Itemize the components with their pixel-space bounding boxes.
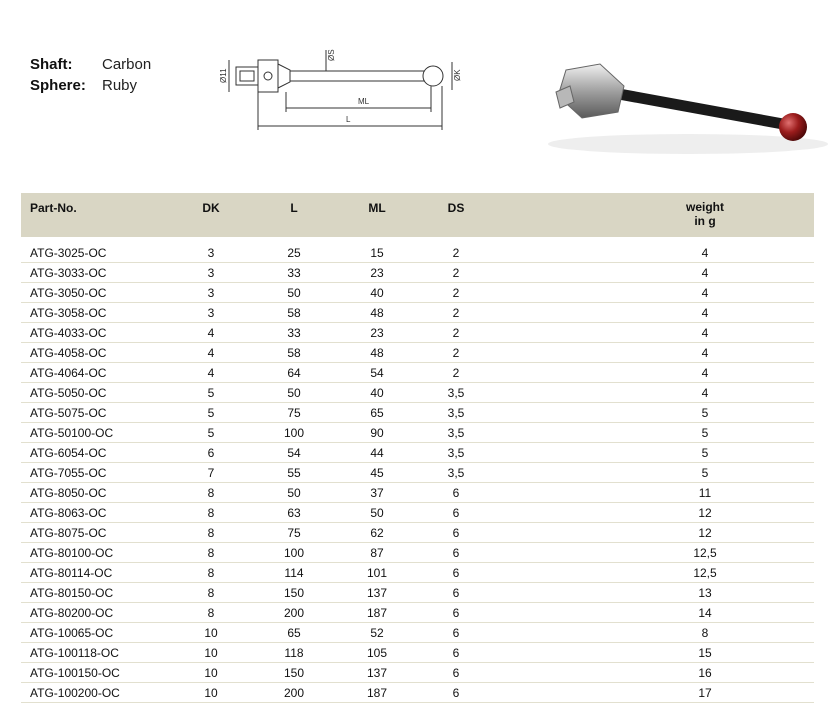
cell-l: 50 [287, 486, 301, 500]
table-row [21, 383, 814, 403]
table-row [21, 523, 814, 543]
cell-ds: 6 [452, 686, 460, 700]
cell-part-no: ATG-80200-OC [30, 606, 114, 620]
cell-ds: 6 [452, 506, 460, 520]
cell-l: 55 [287, 466, 301, 480]
cell-weight: 4 [701, 366, 709, 380]
table-body [21, 243, 814, 703]
spec-shaft [30, 54, 151, 75]
cell-l: 100 [283, 546, 305, 560]
cell-ds: 3,5 [447, 446, 465, 460]
cell-weight: 4 [701, 266, 709, 280]
technical-drawing [216, 40, 476, 135]
cell-ml: 187 [366, 606, 388, 620]
cell-l: 118 [284, 646, 304, 660]
cell-weight: 5 [701, 466, 709, 480]
header-part-no: Part-No. [30, 201, 77, 215]
cell-dk: 6 [207, 446, 215, 460]
stylus-photo [528, 52, 828, 162]
cell-l: 150 [283, 666, 305, 680]
cell-ml: 48 [370, 346, 384, 360]
cell-ml: 45 [370, 466, 384, 480]
cell-l: 64 [287, 366, 301, 380]
cell-weight: 4 [701, 306, 709, 320]
cell-ds: 2 [452, 266, 460, 280]
cell-l: 75 [287, 406, 301, 420]
cell-part-no: ATG-50100-OC [30, 426, 114, 440]
specs-block [30, 54, 151, 96]
cell-dk: 8 [207, 486, 215, 500]
cell-ds: 2 [452, 366, 460, 380]
cell-ml: 187 [366, 686, 388, 700]
parts-table [21, 193, 814, 703]
table-row [21, 683, 814, 703]
header-l: L [290, 201, 298, 215]
cell-ds: 6 [452, 646, 460, 660]
cell-l: 100 [283, 426, 305, 440]
table-row [21, 243, 814, 263]
cell-dk: 3 [207, 246, 215, 260]
cell-weight: 14 [698, 606, 712, 620]
cell-weight: 4 [701, 246, 709, 260]
table-row [21, 643, 814, 663]
cell-weight: 12 [698, 506, 712, 520]
cell-dk: 7 [207, 466, 215, 480]
cell-weight: 17 [698, 686, 712, 700]
cell-weight: 8 [701, 626, 709, 640]
cell-ds: 2 [452, 326, 460, 340]
cell-ml: 44 [370, 446, 384, 460]
table-row [21, 303, 814, 323]
cell-ml: 40 [370, 386, 384, 400]
spec-key: Sphere: [30, 77, 86, 94]
cell-ml: 37 [370, 486, 384, 500]
cell-ml: 40 [370, 286, 384, 300]
cell-l: 50 [287, 286, 301, 300]
cell-part-no: ATG-3058-OC [30, 306, 107, 320]
table-row [21, 543, 814, 563]
cell-ml: 54 [370, 366, 384, 380]
cell-ml: 15 [370, 246, 384, 260]
cell-ds: 6 [452, 486, 460, 500]
label-ml: ML [358, 97, 370, 106]
cell-ml: 48 [370, 306, 384, 320]
cell-weight: 16 [698, 666, 712, 680]
cell-ml: 137 [366, 666, 388, 680]
cell-dk: 10 [204, 646, 218, 660]
cell-part-no: ATG-10065-OC [30, 626, 114, 640]
cell-dk: 4 [207, 346, 215, 360]
cell-l: 114 [284, 566, 304, 580]
label-dia11: Ø11 [219, 68, 228, 83]
table-row [21, 663, 814, 683]
cell-weight: 13 [698, 586, 712, 600]
cell-ds: 3,5 [447, 426, 465, 440]
cell-l: 58 [287, 306, 301, 320]
cell-weight: 4 [701, 346, 709, 360]
cell-dk: 10 [204, 666, 218, 680]
cell-ds: 2 [452, 346, 460, 360]
cell-part-no: ATG-4064-OC [30, 366, 107, 380]
cell-ds: 2 [452, 306, 460, 320]
cell-ds: 6 [452, 626, 460, 640]
cell-ds: 6 [452, 566, 460, 580]
table-row [21, 483, 814, 503]
table-row [21, 463, 814, 483]
cell-dk: 8 [207, 526, 215, 540]
cell-dk: 8 [207, 566, 215, 580]
cell-part-no: ATG-100118-OC [30, 646, 119, 660]
cell-ml: 101 [366, 566, 388, 580]
cell-part-no: ATG-100150-OC [30, 666, 120, 680]
cell-dk: 4 [207, 366, 215, 380]
cell-part-no: ATG-6054-OC [30, 446, 107, 460]
cell-dk: 3 [207, 266, 215, 280]
cell-weight: 4 [701, 286, 709, 300]
header-ds: DS [447, 201, 465, 215]
cell-part-no: ATG-3033-OC [30, 266, 107, 280]
cell-l: 54 [287, 446, 301, 460]
header-weight-line2: in g [694, 214, 716, 228]
cell-dk: 8 [207, 546, 215, 560]
cell-weight: 15 [698, 646, 712, 660]
header-dk: DK [202, 201, 220, 215]
cell-ds: 6 [452, 526, 460, 540]
cell-part-no: ATG-8075-OC [30, 526, 107, 540]
cell-dk: 5 [207, 406, 215, 420]
cell-l: 75 [287, 526, 301, 540]
cell-l: 200 [283, 606, 305, 620]
table-row [21, 443, 814, 463]
cell-ml: 105 [366, 646, 388, 660]
cell-l: 63 [287, 506, 301, 520]
cell-weight: 12 [698, 526, 712, 540]
cell-part-no: ATG-4058-OC [30, 346, 107, 360]
cell-l: 33 [287, 326, 301, 340]
table-row [21, 503, 814, 523]
cell-ml: 90 [370, 426, 384, 440]
cell-weight: 4 [701, 326, 709, 340]
cell-l: 25 [287, 246, 301, 260]
cell-part-no: ATG-5075-OC [30, 406, 107, 420]
table-row [21, 323, 814, 343]
table-row [21, 583, 814, 603]
table-row [21, 563, 814, 583]
cell-weight: 4 [701, 386, 709, 400]
cell-ml: 65 [370, 406, 384, 420]
cell-dk: 8 [207, 586, 215, 600]
table-row [21, 263, 814, 283]
cell-part-no: ATG-7055-OC [30, 466, 107, 480]
cell-part-no: ATG-100200-OC [30, 686, 120, 700]
cell-dk: 5 [207, 426, 215, 440]
cell-part-no: ATG-4033-OC [30, 326, 107, 340]
table-row [21, 363, 814, 383]
cell-part-no: ATG-8063-OC [30, 506, 107, 520]
cell-weight: 11 [698, 486, 712, 500]
cell-ds: 3,5 [447, 406, 465, 420]
header-weight-line1: weight [686, 200, 724, 214]
spec-key: Shaft: [30, 56, 73, 73]
label-ds: ØS [327, 49, 336, 61]
cell-part-no: ATG-8050-OC [30, 486, 107, 500]
cell-dk: 3 [207, 286, 215, 300]
cell-ml: 137 [366, 586, 388, 600]
spec-value: Ruby [102, 77, 138, 94]
cell-dk: 8 [207, 506, 215, 520]
cell-part-no: ATG-80150-OC [30, 586, 114, 600]
cell-dk: 8 [207, 606, 215, 620]
cell-weight: 12,5 [693, 566, 717, 580]
cell-part-no: ATG-80100-OC [30, 546, 114, 560]
table-row [21, 623, 814, 643]
header-weight [675, 200, 735, 228]
cell-ds: 3,5 [447, 466, 465, 480]
cell-weight: 5 [701, 426, 709, 440]
cell-dk: 4 [207, 326, 215, 340]
cell-l: 65 [287, 626, 301, 640]
label-l: L [346, 115, 351, 124]
cell-ds: 6 [452, 606, 460, 620]
table-row [21, 283, 814, 303]
cell-ml: 87 [370, 546, 384, 560]
cell-ml: 52 [370, 626, 384, 640]
cell-dk: 10 [204, 686, 218, 700]
cell-ds: 3,5 [447, 386, 465, 400]
label-dk: ØK [453, 69, 462, 81]
cell-weight: 12,5 [693, 546, 717, 560]
cell-ds: 6 [452, 586, 460, 600]
cell-part-no: ATG-3050-OC [30, 286, 107, 300]
cell-l: 150 [283, 586, 305, 600]
cell-dk: 3 [207, 306, 215, 320]
header-ml: ML [368, 201, 386, 215]
cell-weight: 5 [701, 406, 709, 420]
table-row [21, 603, 814, 623]
table-row [21, 403, 814, 423]
cell-ds: 6 [452, 546, 460, 560]
cell-part-no: ATG-3025-OC [30, 246, 107, 260]
cell-ml: 62 [370, 526, 384, 540]
cell-part-no: ATG-80114-OC [30, 566, 113, 580]
cell-dk: 5 [207, 386, 215, 400]
cell-ds: 2 [452, 246, 460, 260]
cell-l: 33 [287, 266, 301, 280]
cell-part-no: ATG-5050-OC [30, 386, 107, 400]
spec-sphere [30, 75, 151, 96]
cell-ml: 50 [370, 506, 384, 520]
cell-l: 58 [287, 346, 301, 360]
table-row [21, 423, 814, 443]
cell-dk: 10 [204, 626, 218, 640]
cell-ml: 23 [370, 266, 384, 280]
table-row [21, 343, 814, 363]
cell-weight: 5 [701, 446, 709, 460]
cell-l: 50 [287, 386, 301, 400]
cell-l: 200 [283, 686, 305, 700]
table-header [21, 193, 814, 237]
cell-ml: 23 [370, 326, 384, 340]
cell-ds: 6 [452, 666, 460, 680]
cell-ds: 2 [452, 286, 460, 300]
spec-value: Carbon [102, 56, 152, 73]
